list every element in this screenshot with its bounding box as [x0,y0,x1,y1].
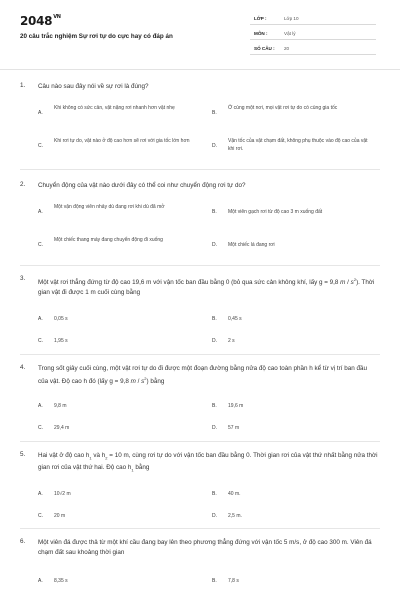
option-text: 57 m [228,425,240,431]
site-logo[interactable] [20,14,61,28]
unit-meter: m [340,279,346,287]
question-separator [20,354,380,355]
option-text: 1,95 s [54,338,68,344]
option-text: Ở cùng một nơi, mọi vật rơi tự do có cùng gia tốc [228,105,338,111]
option-letter: A. [38,403,43,409]
option-letter: A. [38,578,43,584]
option-text: 20 m [54,513,66,519]
meta-value: Lớp 10 [284,16,299,21]
unit-second: s [141,378,145,386]
question-separator [20,265,380,266]
subscript: 2 [105,455,108,461]
question-text-part: bằng [133,464,150,472]
question-text-part: Trong sốt giây cuối cùng, một vật rơi tự do đi được một đoạn đường bằng nửa độ cao toàn phần h kể từ vị trí ban đầu của vật. Độ cao h đó (lấy g = 9,8 [38,365,368,386]
option-letter: A. [38,110,43,116]
option-text: Một chiếc lá đang rơi [228,242,275,248]
meta-value: 20 [284,46,290,51]
unit-slash: / [135,378,142,386]
option-letter: C. [38,242,43,248]
option-letter: D. [212,513,217,519]
option-text: Khi không có sức cản, vật nặng rơi nhanh hơn vật nhẹ [54,105,175,111]
option-letter: D. [212,242,217,248]
question-number: 2. [20,181,26,188]
option-letter: C. [38,513,43,519]
option-text: 0,05 s [54,316,68,322]
question-text [38,275,378,298]
question-text: Câu nào sau đây nói về sự rơi là đúng? [38,83,149,90]
option-letter: A. [38,491,43,497]
option-text: 29,4 m [54,425,70,431]
option-text: Một vận động viên nhảy dù đang rơi khi dù đã mở [54,204,165,210]
document-title: 20 câu trắc nghiệm Sự rơi tự do cực hay có đáp án [20,33,173,40]
meta-label: MÔN : [254,31,268,36]
option-text: 40 m. [228,491,241,497]
logo-suffix: VN [53,14,61,20]
question-text [38,364,378,387]
unit-exponent: 2 [144,376,147,381]
option-text: Một viên gạch rơi từ độ cao 3 m xuống đất [228,209,323,215]
option-text: 0,45 s [228,316,242,322]
question-separator [20,169,380,170]
meta-question-count [250,43,376,55]
option-letter: D. [212,425,217,431]
logo-text: 2048 [20,14,53,28]
option-letter: C. [38,143,43,149]
subscript: 1 [89,455,92,461]
question-number: 6. [20,538,26,545]
option-letter: B. [212,209,217,215]
question-text-part: Một vật rơi thẳng đứng từ độ cao 19,6 m với vận tốc ban đầu bằng 0 (bỏ qua sức cản không khí, lấy g = 9,8 [38,279,341,287]
unit-second: s [350,279,354,287]
question-text-part: và h [91,452,106,459]
meta-subject [250,28,376,40]
question-text-part: ) bằng [146,378,165,386]
meta-value: Vật lý [284,31,296,36]
question-number: 4. [20,364,26,371]
option-text: Khi rơi tự do, vật nào ở độ cao hơn sẽ rơi với gia tốc lớn hơn [54,138,190,144]
option-letter: A. [38,209,43,215]
option-text: Vận tốc của vật chạm đất, không phụ thuộc vào độ cao của vật khi rơi. [228,138,368,152]
option-text: 10√2 m [54,491,71,497]
question-separator [20,528,380,529]
question-number: 5. [20,451,26,458]
option-letter: B. [212,491,217,497]
meta-grade [250,13,376,25]
question-number: 1. [20,82,26,89]
option-letter: A. [38,316,43,322]
question-separator [20,441,380,442]
question-text-part: Hai vật ở độ cao h [38,452,90,459]
option-letter: C. [38,425,43,431]
option-letter: B. [212,316,217,322]
option-text: 9,8 m [54,403,67,409]
option-letter: B. [212,578,217,584]
question-text [38,451,378,476]
question-text-part: ). Thời gian vật đi được 1 m cuối cùng bằng [38,279,375,297]
option-letter: B. [212,403,217,409]
question-text: Chuyển động của vật nào dưới đây có thể coi như chuyển động rơi tự do? [38,182,246,189]
question-number: 3. [20,275,26,282]
option-text: 2,5 m. [228,513,242,519]
option-text: 2 s [228,338,235,344]
header-divider [0,69,400,70]
option-letter: B. [212,110,217,116]
option-text: 19,6 m [228,403,244,409]
option-letter: D. [212,338,217,344]
option-letter: C. [38,338,43,344]
question-text-part: = 10 m, cùng rơi tự do với vận tốc ban đầu bằng 0. Thời gian rơi của vật thứ nhất bằng nửa thời gian rơi của vật thứ hai. Độ cao h [38,452,378,472]
unit-meter: m [130,378,136,386]
subscript: 1 [131,467,134,473]
unit-exponent: 2 [353,277,357,282]
option-letter: D. [212,143,217,149]
document-header [0,0,400,70]
meta-label: LỚP : [254,16,267,21]
unit-slash: / [345,279,351,287]
option-text: 8,35 s [54,578,68,584]
meta-label: SỐ CÂU : [254,46,275,51]
option-text: Một chiếc thang máy đang chuyển động đi xuống [54,237,163,243]
option-text: 7,8 s [228,578,239,584]
question-text: Một viên đá được thả từ một khí cầu đang bay lên theo phương thẳng đứng với vận tốc 5 m/s, ở độ cao 300 m. Viên đá chạm đất sau khoảng thời gian [38,539,372,556]
